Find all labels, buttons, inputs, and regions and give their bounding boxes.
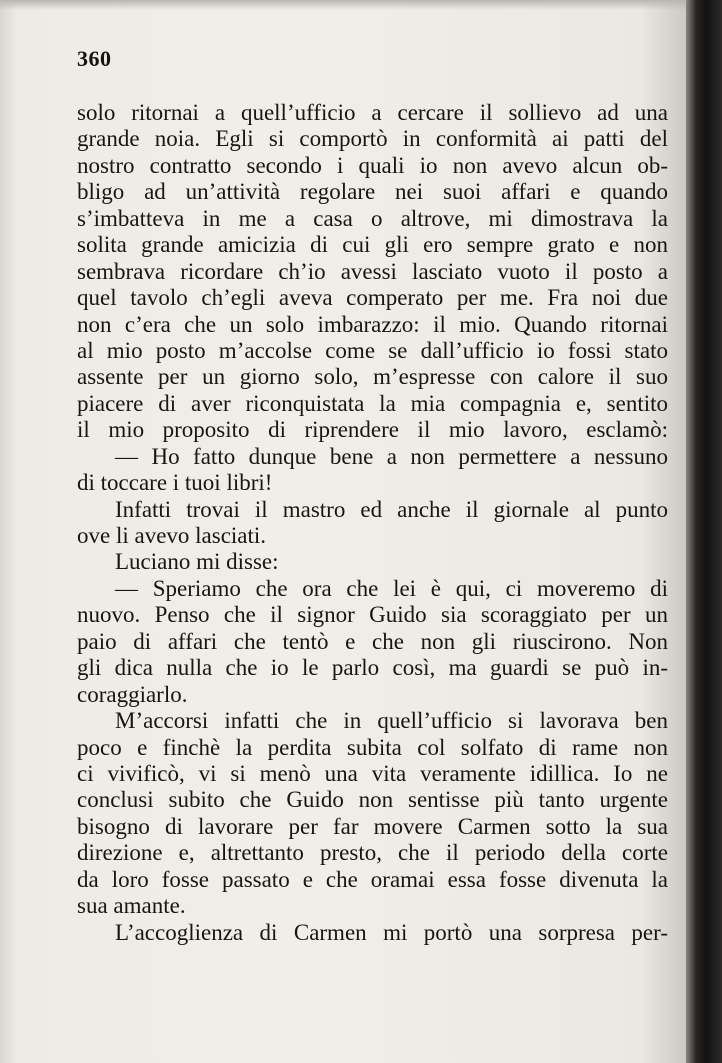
text-line: — Ho fatto dunque bene a non permettere a nessuno [115, 443, 668, 469]
text-line: quel tavolo ch’egli aveva comperato per me. Fra noi due [77, 285, 668, 311]
text-line: sua amante. [77, 893, 186, 919]
book-gutter [686, 0, 722, 1063]
text-line: piacere di aver riconquistata la mia compagnia e, sentito [77, 390, 668, 416]
text-line: Infatti trovai il mastro ed anche il giornale al punto [115, 496, 668, 522]
text-line: al mio posto m’accolse come se dall’ufficio io fossi stato [77, 337, 668, 363]
text-line: solo ritornai a quell’ufficio a cercare il sollievo ad una [77, 100, 668, 125]
text-line: M’accorsi infatti che in quell’ufficio si lavorava ben [115, 708, 668, 734]
text-line: bisogno di lavorare per far movere Carmen sotto la sua [77, 813, 668, 839]
page-number: 360 [77, 46, 112, 71]
text-line: — Speriamo che ora che lei è qui, ci moveremo di [115, 575, 668, 601]
text-line: nuovo. Penso che il signor Guido sia scoraggiato per un [77, 602, 668, 628]
body-text [77, 100, 668, 946]
text-line: conclusi subito che Guido non sentisse più tanto urgente [77, 787, 668, 813]
text-line: L’accoglienza di Carmen mi portò una sorpresa per- [115, 919, 668, 945]
text-line: di toccare i tuoi libri! [77, 470, 273, 496]
text-line: nostro contratto secondo i quali io non avevo alcun ob- [77, 152, 668, 178]
text-line: s’imbatteva in me a casa o altrove, mi dimostrava la [77, 205, 668, 231]
text-line: sembrava ricordare ch’io avessi lasciato vuoto il posto a [77, 258, 668, 284]
page-top-shadow [0, 0, 686, 10]
text-line: poco e finchè la perdita subita col solfato di rame non [77, 734, 668, 760]
text-line: ove li avevo lasciati. [77, 523, 267, 548]
text-line: non c’era che un solo imbarazzo: il mio. Quando ritornai [77, 311, 668, 337]
text-line: paio di affari che tentò e che non gli riuscirono. Non [77, 628, 668, 654]
text-line: ci vivificò, vi si menò una vita veramente idillica. Io ne [77, 760, 668, 786]
text-line: assente per un giorno solo, m’espresse con calore il suo [77, 364, 668, 390]
text-line: il mio proposito di riprendere il mio lavoro, esclamò: [77, 417, 668, 443]
text-line: gli dica nulla che io le parlo così, ma guardi se può in- [77, 655, 668, 681]
text-line: coraggiarlo. [77, 681, 188, 707]
text-line: da loro fosse passato e che oramai essa fosse divenuta la [77, 866, 668, 892]
text-line: bligo ad un’attività regolare nei suoi affari e quando [77, 179, 668, 205]
text-line: Luciano mi disse: [115, 549, 279, 575]
text-line: solita grande amicizia di cui gli ero sempre grato e non [77, 232, 668, 258]
text-line: direzione e, altrettanto presto, che il periodo della corte [77, 840, 668, 866]
text-line: grande noia. Egli si comportò in conformità ai patti del [77, 126, 668, 152]
